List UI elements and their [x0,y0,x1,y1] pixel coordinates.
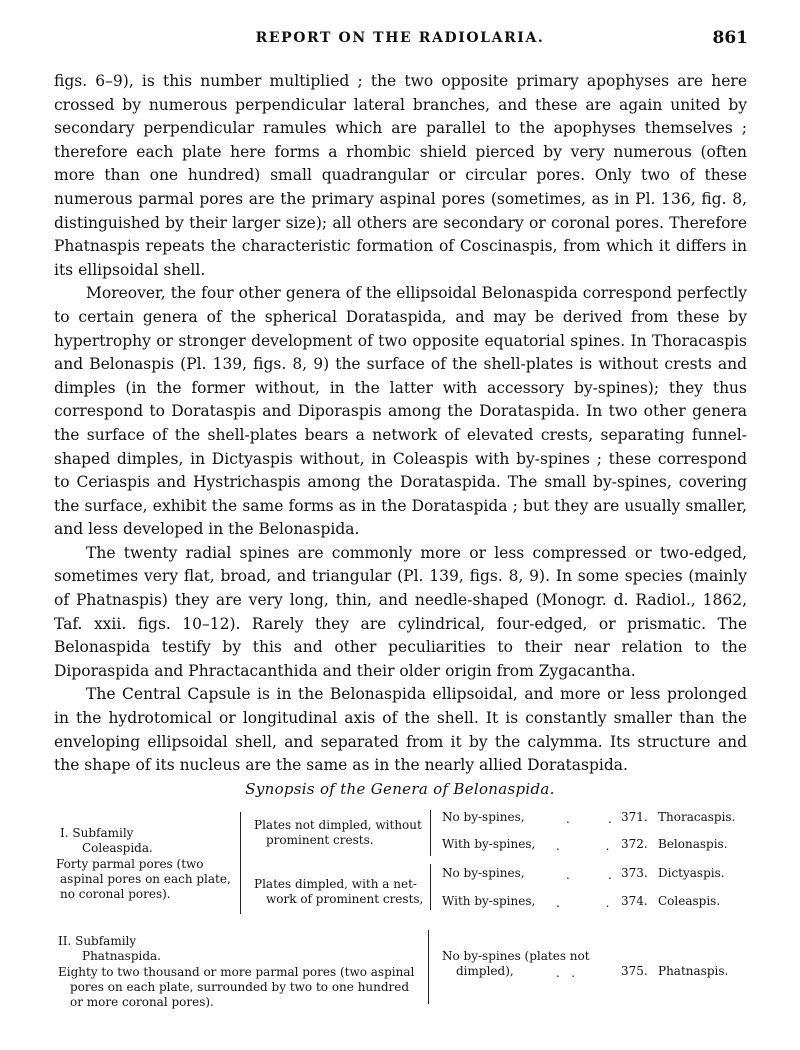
subfamily-2-brace [428,930,429,1004]
group-a-1: Plates not dimpled, without [254,818,422,832]
running-title: REPORT ON THE RADIOLARIA. [255,30,545,46]
paragraph-1: figs. 6–9), is this number multiplied ; the two opposite primary apophyses are here crossed by numerous perpendicular lateral branches, and these are again united by secondary perpendicular ramules which are parallel to the apophyses themselves ; therefore each plate here forms a rhombic shield pierced by very numerous (often more than one hundred) small quadrangular or circular pores. Only two of these numerous parmal pores are the primary aspinal pores (sometimes, as in Pl. 136, fig. 8, distinguished by their larger size); all others are secondary or coronal pores. Therefore Phatnaspis repeats the characteristic formation of Coscinaspis, from which it differs in its ellipsoidal shell. [54,72,747,279]
page-number: 861 [712,28,748,48]
group-b-brace [430,864,431,910]
row-5-genus: Phatnaspis. [658,964,729,978]
paragraph-3: The twenty radial spines are commonly more or less compressed or two-edged, sometimes very flat, broad, and triangular (Pl. 139, figs. 8, 9). In some species (mainly of Phatnaspis) they are very long, thin, and needle-shaped (Monogr. d. Radiol., 1862, Taf. xxii. figs. 10–12). Rarely they are cylindrical, four-edged, or prismatic. The Belonaspida testify by this and other peculiarities to their near relation to the Diporaspida and Phractacanthida and their older origin from Zygacantha. [54,543,747,680]
row-4-condition: With by-spines, [442,894,536,908]
subfamily-1-name: Coleaspida. [82,841,153,855]
row-3-number: 373. [621,866,648,880]
subfamily-2-name: Phatnaspida. [82,949,161,963]
subfamily-2-desc-2: pores on each plate, surrounded by two to one hundred [70,980,410,994]
row-1-genus: Thoracaspis. [658,810,736,824]
group-a-2: prominent crests. [266,833,374,847]
row-4-dots: . . [556,896,610,910]
subfamily-1-brace [240,812,241,914]
row-3-genus: Dictyaspis. [658,866,725,880]
paragraph-2: Moreover, the four other genera of the ellipsoidal Belonaspida correspond perfectly to certain genera of the spherical Dorataspida, and may be derived from these by hypertrophy or stronger development of two opposite equatorial spines. In Thoracaspis and Belonaspis (Pl. 139, figs. 8, 9) the surface of the shell-plates is without crests and dimples (in the former without, in the latter with accessory by-spines); they thus correspond to Dorataspis and Diporaspis among the Dorataspida. In two other genera the surface of the shell-plates bears a network of elevated crests, separating funnel-shaped dimples, in Dictyaspis without, in Coleaspis with by-spines ; these correspond to Ceriaspis and Hystrichaspis among the Dorataspida. The small by-spines, covering the surface, exhibit the same forms as in the Dorataspida ; but they are usually smaller, and less developed in the Belonaspida. [54,284,747,539]
row-1-condition: No by-spines, [442,810,525,824]
group-b-2: work of prominent crests, [266,892,424,906]
row-2-condition: With by-spines, [442,837,536,851]
row-2-dots: . . [556,839,610,853]
subfamily-1-desc-1: Forty parmal pores (two [56,857,204,871]
subfamily-1-label: I. Subfamily [60,826,134,840]
row-1-number: 371. [621,810,648,824]
row-1-dots: . . [566,812,612,826]
paragraph-4: The Central Capsule is in the Belonaspida ellipsoidal, and more or less prolonged in the hydrotomical or longitudinal axis of the shell. It is constantly smaller than the enveloping ellipsoidal shell, and separated from it by the calymma. Its structure and the shape of its nucleus are the same as in the nearly allied Dorataspida. [54,685,747,775]
row-5-number: 375. [621,964,648,978]
group-a-brace [430,810,431,856]
row-5-dots: . . [556,966,576,980]
subfamily-1-desc-3: no coronal pores). [60,887,171,901]
subfamily-1-desc-2: aspinal pores on each plate, [60,872,231,886]
row-3-condition: No by-spines, [442,866,525,880]
subfamily-2-option-2: dimpled), [456,964,514,978]
row-2-genus: Belonaspis. [658,837,728,851]
body-text [54,70,747,778]
row-2-number: 372. [621,837,648,851]
row-4-number: 374. [621,894,648,908]
running-head [0,30,800,54]
subfamily-2-label: II. Subfamily [58,934,137,948]
synopsis-title: Synopsis of the Genera of Belonaspida. [245,780,555,798]
row-3-dots: . . [566,868,612,882]
subfamily-2-desc-1: Eighty to two thousand or more parmal pores (two aspinal [58,965,415,979]
row-4-genus: Coleaspis. [658,894,721,908]
subfamily-2-option-1: No by-spines (plates not [442,949,590,963]
subfamily-2-desc-3: or more coronal pores). [70,995,214,1009]
group-b-1: Plates dimpled, with a net- [254,877,417,891]
